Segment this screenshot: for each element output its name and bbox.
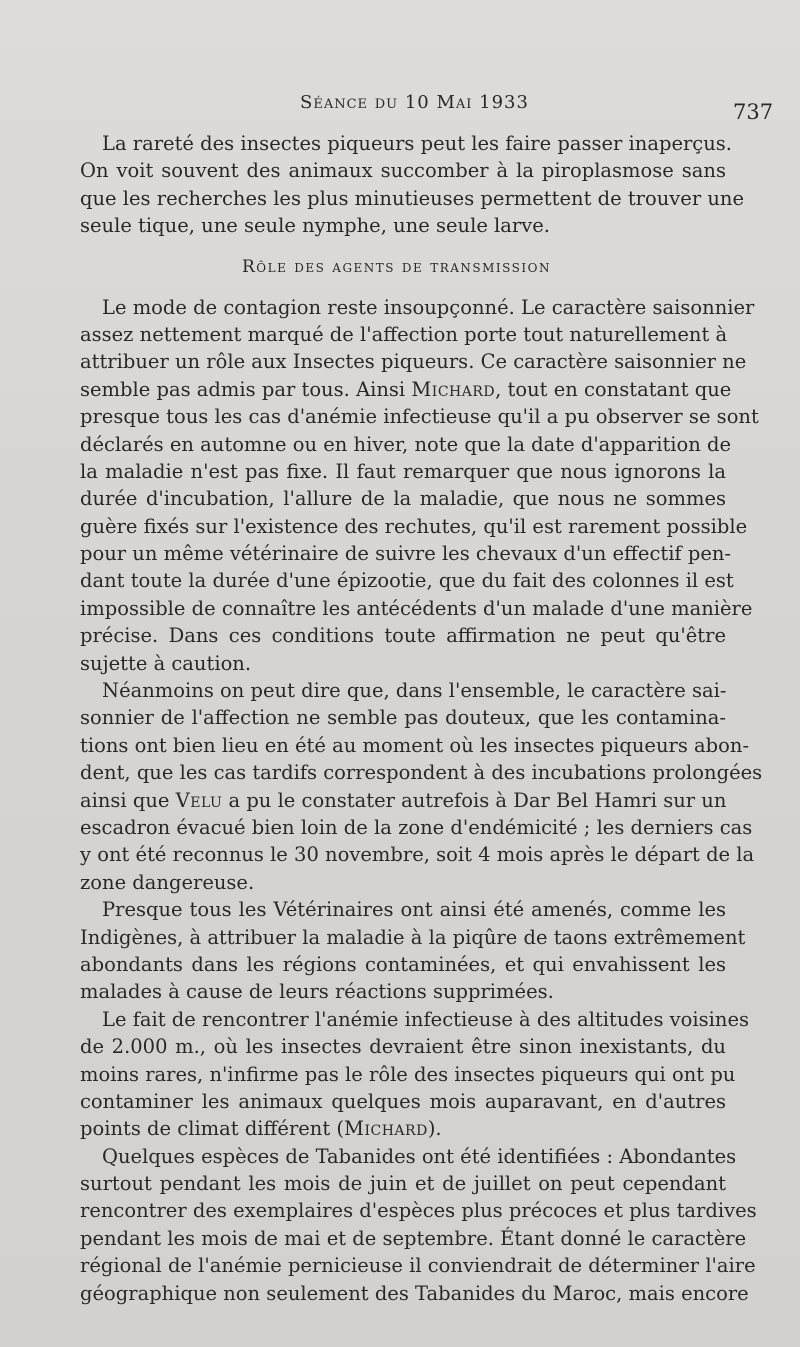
author-name: Michard	[411, 377, 496, 401]
paragraph-2-line: presque tous les cas d'anémie infectieuse qu'il a pu observer se sont	[80, 405, 759, 429]
paragraph-1-line: La rareté des insectes piqueurs peut les faire passer inaperçus.	[102, 132, 732, 155]
text-run: , tout en constatant que	[495, 377, 732, 401]
paragraph-4-line: Presque tous les Vétérinaires ont ainsi été amenés, comme les	[102, 898, 726, 922]
paragraph-6-line: géographique non seulement des Tabanides du Maroc, mais encore	[80, 1281, 749, 1305]
paragraph-1-line: On voit souvent des animaux succomber à la piroplasmose sans	[80, 159, 726, 183]
paragraph-3-line: dent, que les cas tardifs correspondent à des incubations prolongées	[80, 761, 763, 785]
paragraph-5-line: moins rares, n'infirme pas le rôle des insectes piqueurs qui ont pu	[80, 1062, 736, 1086]
paragraph-2-line	[80, 376, 732, 403]
paragraph-2-line: attribuer un rôle aux Insectes piqueurs. Ce caractère saisonnier ne	[80, 350, 747, 374]
paragraph-2-line: impossible de connaître les antécédents d'un malade d'une manière	[80, 596, 753, 620]
paragraph-5-line	[80, 1115, 726, 1142]
running-title: Séance du 10 Mai 1933	[300, 92, 529, 113]
paragraph-6-line: rencontrer des exemplaires d'espèces plus précoces et plus tardives	[80, 1199, 757, 1223]
paragraph-1-line: que les recherches les plus minutieuses permettent de trouver une	[80, 186, 745, 210]
text-run: semble pas admis par tous. Ainsi	[80, 377, 406, 401]
paragraph-3-line: y ont été reconnus le 30 novembre, soit 4 mois après le départ de la	[80, 843, 755, 867]
paragraph-2-line: Le mode de contagion reste insoupçonné. Le caractère saisonnier	[102, 295, 755, 319]
page-number: 737	[733, 100, 774, 124]
paragraph-6-line: surtout pendant les mois de juin et de juillet on peut cependant	[80, 1172, 726, 1196]
paragraph-5-line: contaminer les animaux quelques mois auparavant, en d'autres	[80, 1089, 726, 1113]
paragraph-6-line: régional de l'anémie pernicieuse il conviendrait de déterminer l'aire	[80, 1254, 756, 1278]
paragraph-2-line: pour un même vétérinaire de suivre les chevaux d'un effectif pen-	[80, 542, 732, 566]
paragraph-2-line: déclarés en automne ou en hiver, note que la date d'apparition de	[80, 432, 732, 456]
paragraph-2-line: la maladie n'est pas fixe. Il faut remarquer que nous ignorons la	[80, 459, 726, 483]
paragraph-3-line: Néanmoins on peut dire que, dans l'ensemble, le caractère sai-	[102, 679, 727, 703]
paragraph-2-line: sujette à caution.	[80, 651, 252, 675]
author-name: Michard	[344, 1117, 428, 1141]
paragraph-2-line: guère fixés sur l'existence des rechutes, qu'il est rarement possible	[80, 514, 748, 538]
paragraph-2-line: dant toute la durée d'une épizootie, que du fait des colonnes il est	[80, 569, 734, 593]
paragraph-3-line: sonnier de l'affection ne semble pas douteux, que les contamina-	[80, 706, 726, 730]
paragraph-2-line: assez nettement marqué de l'affection porte tout naturellement à	[80, 322, 728, 346]
section-heading: Rôle des agents de transmission	[242, 256, 551, 277]
text-run: ).	[427, 1117, 442, 1141]
paragraph-5-line: de 2.000 m., où les insectes devraient être sinon inexistants, du	[80, 1035, 726, 1059]
text-run: points de climat différent (	[80, 1117, 345, 1141]
paragraph-3-line: escadron évacué bien loin de la zone d'endémicité ; les derniers cas	[80, 815, 753, 839]
author-name: Velu	[175, 788, 223, 812]
body-text	[80, 130, 763, 1307]
paragraph-3-line: tions ont bien lieu en été au moment où les insectes piqueurs abon-	[80, 733, 750, 757]
paragraph-3-line	[80, 787, 726, 814]
paragraph-4-line: Indigènes, à attribuer la maladie à la piqûre de taons extrêmement	[80, 925, 746, 949]
text-run: ainsi que	[80, 788, 170, 812]
paragraph-2-line: précise. Dans ces conditions toute affirmation ne peut qu'être	[80, 624, 726, 648]
paragraph-6-line: pendant les mois de mai et de septembre. Étant donné le caractère	[80, 1226, 747, 1250]
page-header	[0, 88, 800, 122]
paragraph-5-line: Le fait de rencontrer l'anémie infectieuse à des altitudes voisines	[102, 1007, 750, 1031]
paragraph-1-line: seule tique, une seule nymphe, une seule larve.	[80, 214, 550, 238]
paragraph-4-line: abondants dans les régions contaminées, et qui envahissent les	[80, 952, 726, 976]
paragraph-3-line: zone dangereuse.	[80, 870, 255, 894]
text-run: a pu le constater autrefois à Dar Bel Hamri sur un	[228, 788, 727, 812]
paragraph-6-line: Quelques espèces de Tabanides ont été identifiées : Abondantes	[102, 1144, 737, 1168]
paragraph-2-line: durée d'incubation, l'allure de la maladie, que nous ne sommes	[80, 487, 726, 511]
paragraph-4-line: malades à cause de leurs réactions supprimées.	[80, 980, 554, 1004]
